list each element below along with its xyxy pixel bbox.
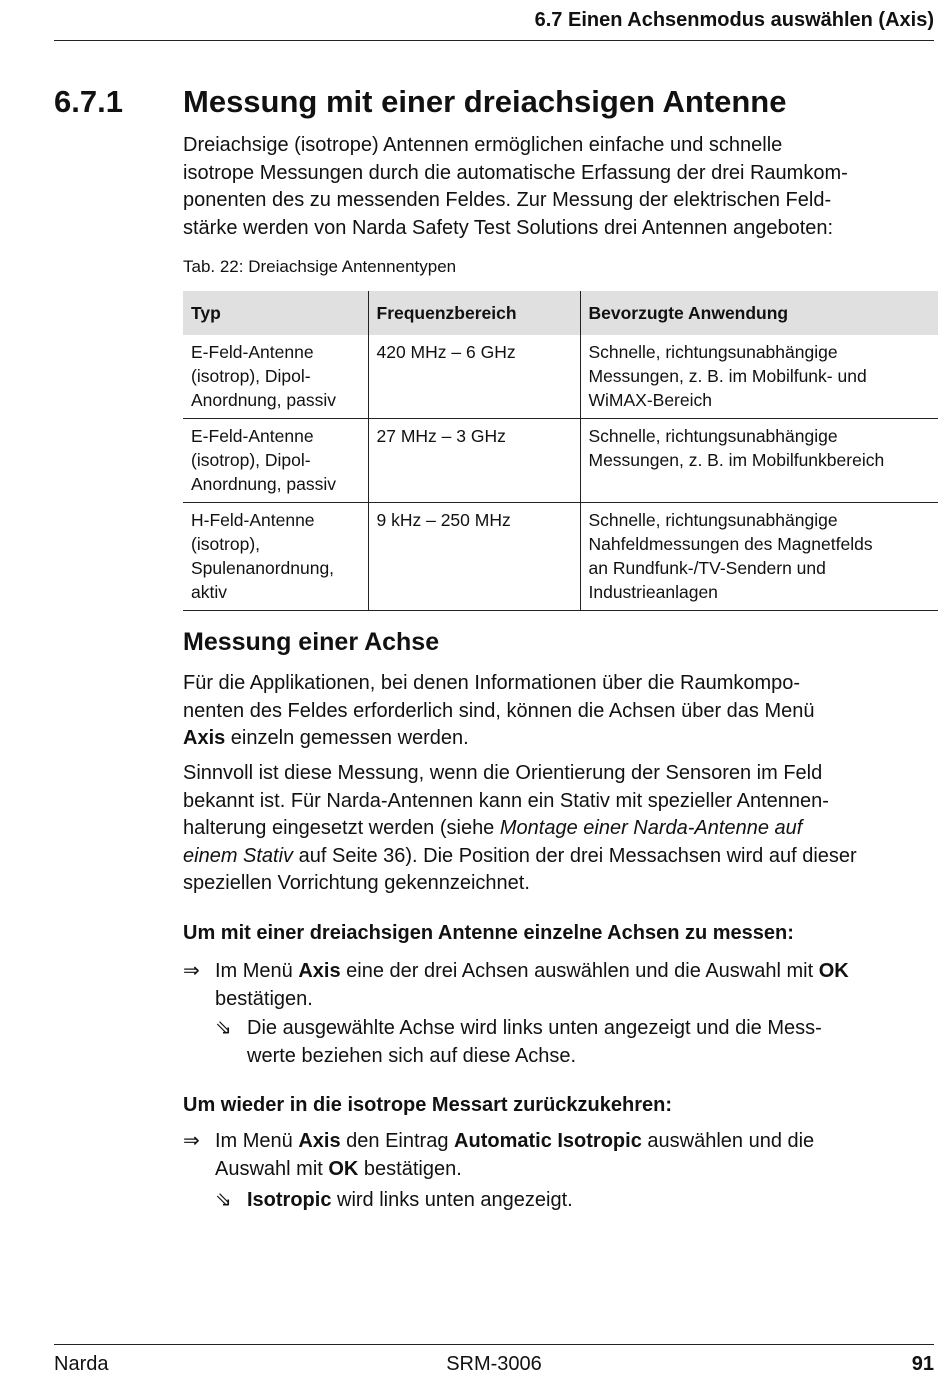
section-title: Messung mit einer dreiachsigen Antenne (183, 84, 787, 119)
cell-line: Messungen, z. B. im Mobilfunkbereich (588, 450, 885, 470)
procedure-result (215, 1014, 935, 1070)
intro-line: stärke werden von Narda Safety Test Solutions drei Antennen angeboten: (183, 216, 834, 239)
mode-name-isotropic: Isotropic (247, 1189, 332, 1211)
cell-frequenz: 420 MHz – 6 GHz (368, 335, 580, 419)
cell-typ (183, 503, 368, 611)
procedure-result (215, 1186, 935, 1214)
cross-reference: Montage einer Narda-Antenne auf (499, 817, 803, 839)
cell-frequenz: 9 kHz – 250 MHz (368, 503, 580, 611)
menu-entry-automatic-isotropic: Automatic Isotropic (454, 1130, 642, 1152)
running-header (54, 8, 934, 41)
paragraph-line (183, 725, 935, 753)
page-number: 91 (911, 1353, 934, 1375)
intro-line: ponenten des zu messenden Feldes. Zur Messung der elektrischen Feld- (183, 189, 832, 211)
cell-line: aktiv (191, 582, 227, 602)
procedure-step (183, 957, 935, 1013)
footer-model: SRM-3006 (446, 1353, 542, 1375)
step-text-part: Im Menü (215, 960, 299, 982)
antenna-types-table (183, 291, 938, 611)
procedure-step (183, 1127, 935, 1183)
result-line: wird links unten angezeigt. (331, 1189, 573, 1211)
cell-line: (isotrop), (191, 534, 261, 554)
paragraph-axis-menu (183, 670, 935, 753)
cell-line: (isotrop), Dipol- (191, 450, 311, 470)
step-text-part: eine der drei Achsen auswählen und die Auswahl mit (340, 960, 819, 982)
cell-anwendung (580, 335, 938, 419)
cell-line: WiMAX-Bereich (588, 390, 712, 410)
paragraph-line: bekannt ist. Für Narda-Antennen kann ein Stativ mit spezieller Antennen- (183, 789, 829, 812)
step-text (215, 957, 935, 1013)
cell-frequenz: 27 MHz – 3 GHz (368, 419, 580, 503)
step-text-part: den Eintrag (340, 1130, 455, 1152)
intro-line: Dreiachsige (isotrope) Antennen ermöglichen einfache und schnelle (183, 134, 783, 156)
table-row (183, 419, 938, 503)
paragraph-text: auf Seite 36). Die Position der drei Messachsen wird auf dieser (293, 844, 857, 867)
paragraph-text: einzeln gemessen werden. (225, 727, 469, 749)
cell-line: Industrieanlagen (588, 582, 718, 602)
paragraph-line: nenten des Feldes erforderlich sind, können die Achsen über das Menü (183, 699, 815, 722)
key-ok: OK (818, 960, 849, 982)
cell-line: Anordnung, passiv (191, 390, 336, 410)
table-caption: Tab. 22: Dreiachsige Antennentypen (183, 257, 457, 276)
intro-line: isotrope Messungen durch die automatische Erfassung der drei Raumkom- (183, 161, 848, 184)
step-text-part: Im Menü (215, 1130, 299, 1152)
cell-line: (isotrop), Dipol- (191, 366, 311, 386)
paragraph-line: Für die Applikationen, bei denen Informationen über die Raumkompo- (183, 672, 801, 694)
result-line: Die ausgewählte Achse wird links unten angezeigt und die Mess- (247, 1017, 822, 1039)
intro-paragraph (183, 132, 935, 242)
table-row (183, 335, 938, 419)
cross-reference: einem Stativ (183, 844, 294, 867)
step-text-part: bestätigen. (215, 988, 313, 1010)
page-footer (54, 1344, 934, 1381)
cell-anwendung (580, 503, 938, 611)
menu-name-axis: Axis (298, 1130, 341, 1152)
cell-typ (183, 335, 368, 419)
section-number: 6.7.1 (54, 84, 123, 119)
cell-line: H-Feld-Antenne (191, 510, 315, 530)
paragraph-line: Sinnvoll ist diese Messung, wenn die Orientierung der Sensoren im Feld (183, 762, 823, 784)
step-arrow-icon: ⇒ (183, 1130, 200, 1152)
step-text-part: auswählen und die (641, 1130, 815, 1152)
step-text (215, 1127, 935, 1183)
cell-line: E-Feld-Antenne (191, 426, 314, 446)
key-ok: OK (328, 1158, 359, 1180)
column-header-typ: Typ (183, 291, 368, 335)
result-line: werte beziehen sich auf diese Achse. (247, 1045, 577, 1067)
cell-anwendung (580, 419, 938, 503)
step-arrow-icon: ⇒ (183, 960, 200, 982)
result-arrow-icon: ⇘ (215, 1017, 232, 1039)
cell-line: E-Feld-Antenne (191, 342, 314, 362)
table-row (183, 503, 938, 611)
cell-typ (183, 419, 368, 503)
subsection-title: Messung einer Achse (183, 628, 440, 656)
menu-name-axis: Axis (298, 960, 341, 982)
result-text (247, 1014, 935, 1070)
cell-line: Schnelle, richtungsunabhängige (588, 342, 838, 362)
cell-line: Nahfeldmessungen des Magnetfelds (588, 534, 873, 554)
menu-name-axis: Axis (183, 727, 226, 749)
column-header-frequenzbereich: Frequenzbereich (368, 291, 580, 335)
paragraph-line: speziellen Vorrichtung gekennzeichnet. (183, 872, 530, 894)
cell-line: Schnelle, richtungsunabhängige (588, 426, 838, 446)
cell-line: an Rundfunk-/TV-Sendern und (588, 558, 826, 578)
paragraph-orientation (183, 760, 935, 898)
procedure-heading: Um wieder in die isotrope Messart zurückzukehren: (183, 1094, 673, 1116)
cell-line: Schnelle, richtungsunabhängige (588, 510, 838, 530)
procedure-heading: Um mit einer dreiachsigen Antenne einzelne Achsen zu messen: (183, 922, 794, 944)
footer-brand: Narda (54, 1353, 109, 1375)
step-text-part: bestätigen. (358, 1158, 462, 1180)
column-header-anwendung: Bevorzugte Anwendung (580, 291, 938, 335)
paragraph-line (183, 815, 935, 843)
cell-line: Anordnung, passiv (191, 474, 336, 494)
running-header-title: 6.7 Einen Achsenmodus auswählen (Axis) (534, 9, 934, 31)
cell-line: Spulenanordnung, (191, 558, 335, 578)
paragraph-line (183, 843, 935, 871)
table-header-row (183, 291, 938, 335)
step-text-part: Auswahl mit (215, 1158, 329, 1180)
result-arrow-icon: ⇘ (215, 1189, 232, 1211)
paragraph-text: halterung eingesetzt werden (siehe (183, 817, 500, 839)
cell-line: Messungen, z. B. im Mobilfunk- und (588, 366, 867, 386)
result-text (247, 1186, 935, 1214)
